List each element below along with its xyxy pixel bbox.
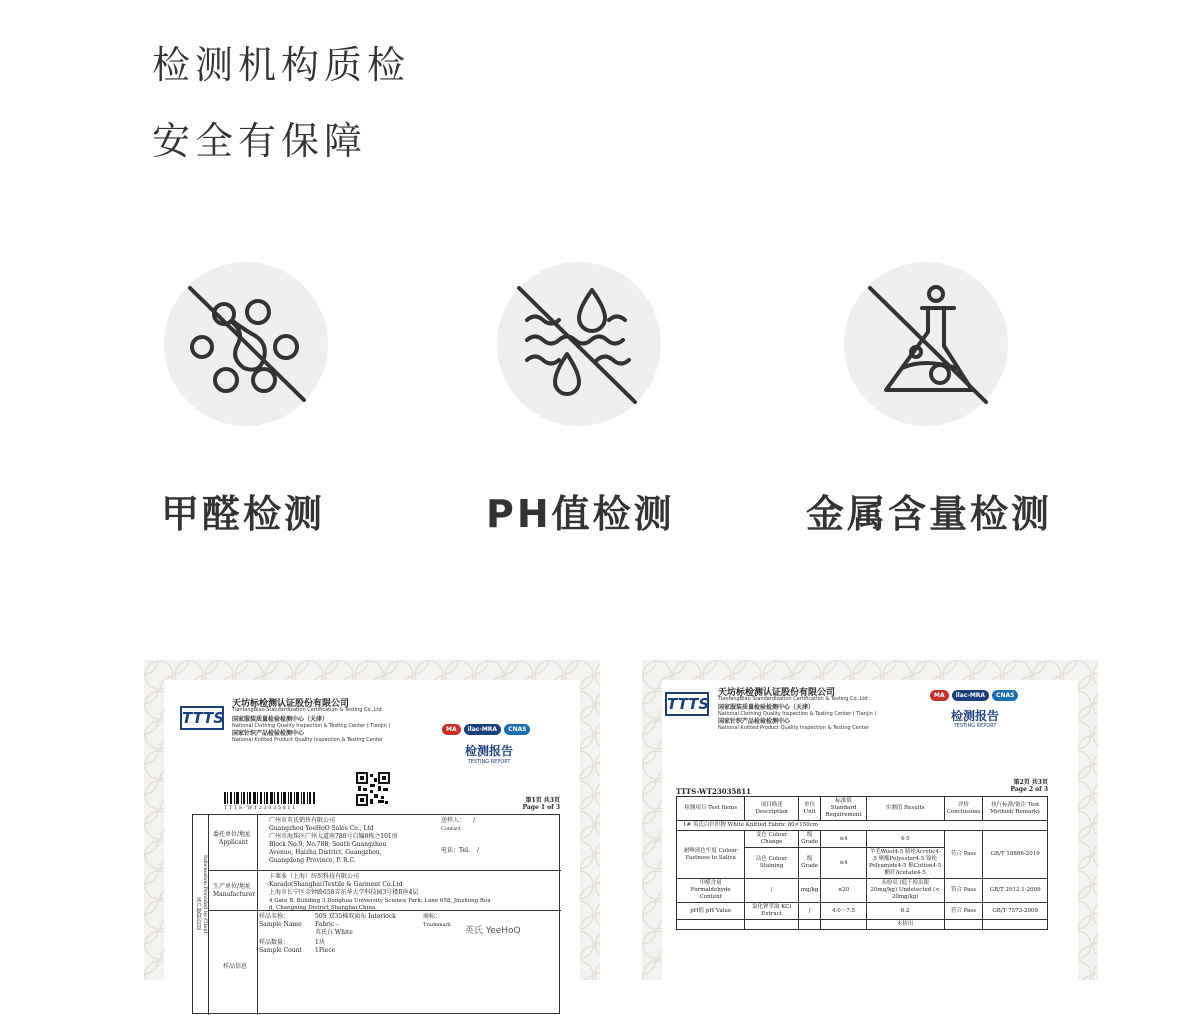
manufacturer-label: 生产单位/地址 <box>213 883 252 890</box>
ph-label: PH值检测 <box>486 492 675 536</box>
sample-name-label-en: Sample Name <box>259 921 302 928</box>
sample-name-value-2: Fabric - <box>315 921 339 928</box>
center-1-en: National Clothing Quality Inspection & Testing Center ( Tianjin ) <box>718 711 877 717</box>
ilac-badge: ilac-MRA <box>464 724 501 735</box>
cell-result: 6.2 <box>866 903 944 920</box>
trademark-logo: 英氏 YeeHoO <box>465 926 521 936</box>
manufacturer-line-4: 4 Gate B, Building 3,Donghua University Science Park; Lane 658, Jinzhong Roa <box>269 898 491 904</box>
manufacturer-line-2: Karado(Shanghai)Textile & Garment Co.Ltd <box>269 881 403 888</box>
sample-row: 1# 英氏白针织物 White Knitted Fabric 80×150cm <box>677 821 1048 831</box>
page-number-cn: 第1页 共3页 <box>525 797 560 804</box>
cell-method: GB/T 18886-2019 <box>983 831 1048 879</box>
table-row <box>677 831 1048 848</box>
contact-value: / <box>473 817 476 824</box>
cell-unit: mg/kg <box>798 879 820 903</box>
count-value-en: 1Piece <box>315 947 336 954</box>
cert-badges <box>442 724 533 735</box>
cell-concl: 符合 Pass <box>944 831 983 879</box>
test-report-page-1 <box>144 660 600 980</box>
cell-std: ≥4 <box>821 831 866 848</box>
applicant-line-4: Block No.9, No.788, South Guangzhou <box>269 841 387 848</box>
table-header-row <box>677 797 1048 821</box>
applicant-table <box>192 814 560 1014</box>
center-2-en: National Knitted Product Quality Inspection & Testing Center <box>718 725 869 731</box>
report-paper <box>164 680 580 990</box>
cell-unit: / <box>798 903 820 920</box>
table-row <box>677 821 1048 831</box>
table-row <box>677 879 1048 903</box>
tel-label: 电话：Tel. <box>441 847 470 854</box>
ph-feature <box>497 262 661 426</box>
side-label-en: Information Provided by Client <box>202 855 208 934</box>
cell-item: pH值 pH Value <box>677 903 745 920</box>
cell-std: 4.0～7.5 <box>821 903 866 920</box>
center-2: 国家针织产品检验检测中心 <box>232 730 305 737</box>
cell-method: GB/T 2912.1-2009 <box>983 879 1048 903</box>
manufacturer-line-5: d, Changning District,Shanghai,China. <box>269 905 377 911</box>
org-name: 天坊标检测认证股份有限公司 <box>232 699 350 709</box>
center-2-en: National Knitted Product Quality Inspection & Testing Center <box>232 737 383 743</box>
cell-desc: 沾色 Colour Staining <box>745 848 799 879</box>
applicant-label-en: Applicant <box>219 839 249 846</box>
barcode-text: T T T S - W T 2 3 0 3 5 8 1 1 <box>224 805 296 811</box>
center-1: 国家服装质量检验检测中心（天津） <box>718 704 815 711</box>
cell-concl: 符合 Pass <box>944 879 983 903</box>
header-standard: 标准值 Standard Requirement <box>821 797 866 821</box>
cert-badges <box>930 690 1021 701</box>
report-title: 检测报告 <box>464 744 513 758</box>
org-name-en: TianfangBiao Standardization Certification & Testing Co.,Ltd <box>718 696 868 702</box>
applicant-line-5: Avenue, Haizhu District, Guangzhou, <box>269 849 382 856</box>
ttts-logo: TTTS <box>665 692 709 716</box>
sample-name-label: 样品名称： <box>259 913 290 920</box>
cell-std: ≤20 <box>821 879 866 903</box>
org-name: 天坊标检测认证股份有限公司 <box>718 688 836 698</box>
sample-name-value: 50S 双35棉双面布 Interlock <box>315 913 396 920</box>
heading-line-1: 检测机构质检 <box>152 43 411 87</box>
cell-result: 未检出 <box>866 920 944 930</box>
report-title-en: TESTING REPORT <box>467 759 511 765</box>
trademark-label-en: Trademark <box>423 922 452 928</box>
cell-item: 甲醛含量 Formaldehyde Content <box>677 879 745 903</box>
cell-desc: 氯化钾萃取 KCl Extract <box>745 903 799 920</box>
ttts-logo: TTTS <box>180 706 224 730</box>
report-title: 检测报告 <box>950 709 999 723</box>
header-conclusions: 评价 Conclusions <box>944 797 983 821</box>
count-value: 1块 <box>315 939 325 946</box>
contact-label-en: Contact <box>441 826 461 832</box>
side-label: 客户提供信息 <box>195 897 201 930</box>
qr-code <box>356 772 390 806</box>
cma-badge: MA <box>930 690 949 701</box>
page-number-en: Page 1 of 3 <box>522 804 560 811</box>
water-drop-waves-crossed-icon <box>497 262 661 426</box>
header-unit: 单位 Unit <box>798 797 820 821</box>
page-number-cn: 第2页 共3页 <box>1013 779 1048 786</box>
metal-feature <box>844 262 1008 426</box>
side-column <box>193 815 209 1015</box>
manufacturer-line-1: 卡莱多（上海）纺织科技有限公司 <box>269 873 360 880</box>
header-test-items: 检测项目 Test Items <box>677 797 745 821</box>
cnas-badge: CNAS <box>992 690 1018 701</box>
manufacturer-line-3: 上海市长宁区金钟路658弄东华大学科技园3号楼B座4层 <box>269 889 419 896</box>
ilac-badge: ilac-MRA <box>952 690 989 701</box>
header-description: 项目描述 Description <box>745 797 799 821</box>
org-name-en: TianfangBiao Standardization Certification & Testing Co.,Ltd <box>232 707 382 713</box>
barcode <box>224 792 316 804</box>
chemical-flask-crossed-icon <box>844 262 1008 426</box>
metal-label: 金属含量检测 <box>806 492 1053 536</box>
cell-desc: / <box>745 879 799 903</box>
center-1: 国家服装质量检验检测中心（天津） <box>232 716 329 723</box>
sample-label: 样品信息 <box>223 963 248 970</box>
cell-result: 4-5 <box>866 831 944 848</box>
center-1-en: National Clothing Quality Inspection & Testing Center ( Tianjin ) <box>232 723 391 729</box>
header-results: 实测值 Results <box>866 797 944 821</box>
page-number-en: Page 2 of 3 <box>1010 786 1048 793</box>
cell-item: 耐唾液色牢度 Colour Fastness to Saliva <box>677 831 745 879</box>
applicant-line-1: 广州市英氏销售有限公司 <box>269 817 336 824</box>
tel-value: / <box>477 847 480 854</box>
formaldehyde-molecule-crossed-icon <box>164 262 328 426</box>
heading-line-2: 安全有保障 <box>152 119 368 163</box>
cell-method: GB/T 7573-2009 <box>983 903 1048 920</box>
cell-concl: 符合 Pass <box>944 903 983 920</box>
header-remarks: 执行标准/备注 Test Method/ Remarks <box>983 797 1048 821</box>
cell-result: 未检出 (低于检出限20mg/kg) Undetected (< 20mg/kg) <box>866 879 944 903</box>
cell-std: ≥4 <box>821 848 866 879</box>
applicant-line-6: Guangdong Province, P. R.C. <box>269 857 356 864</box>
cell-result: 羊毛Wool4-5 腈纶Acrylic4-5 聚酯Polyester4-5 锦纶Polyamide4-5 棉Cotton4-5 醋纤Acetate4-5 <box>866 848 944 879</box>
report-title-en: TESTING REPORT <box>953 723 997 729</box>
formaldehyde-feature <box>164 262 328 426</box>
count-label-en: Sample Count <box>259 947 302 954</box>
results-table <box>676 796 1048 930</box>
cell-unit: 级 Grade <box>798 831 820 848</box>
manufacturer-label-en: Manufacturer <box>213 891 256 898</box>
contact-label: 送样人： <box>441 817 466 824</box>
applicant-label: 委托单位/地址 <box>213 831 252 838</box>
sample-name-value-3: 英氏白 White <box>315 929 353 936</box>
report-number: TTTS-WT23035811 <box>676 787 751 796</box>
cell-desc: 变色 Colour Change <box>745 831 799 848</box>
table-row <box>677 920 1048 930</box>
cnas-badge: CNAS <box>504 724 530 735</box>
count-label: 样品数量： <box>259 939 290 946</box>
cell-unit: 级 Grade <box>798 848 820 879</box>
cma-badge: MA <box>442 724 461 735</box>
trademark-label: 商标： <box>423 913 442 920</box>
report-paper <box>662 680 1078 990</box>
formaldehyde-label: 甲醛检测 <box>161 492 326 536</box>
test-report-page-2 <box>642 660 1098 980</box>
applicant-line-3: 广州市海珠区广州大道南788号自编8栋之101房 <box>269 833 398 840</box>
table-row <box>677 903 1048 920</box>
applicant-line-2: Guangzhou YeeHoO Sales Co., Ltd <box>269 825 374 832</box>
center-2: 国家针织产品检验检测中心 <box>718 718 791 725</box>
